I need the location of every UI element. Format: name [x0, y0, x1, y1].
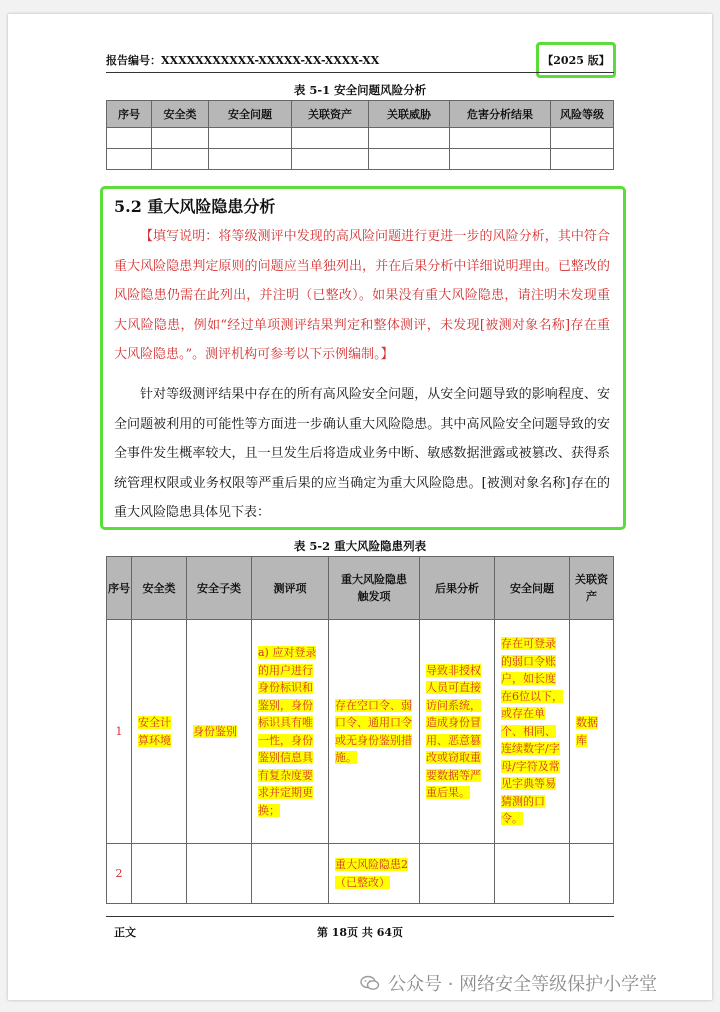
table-row — [107, 149, 614, 170]
category-cell: 安全计算环境 — [138, 716, 171, 747]
trigger-cell: 重大风险隐患2（已整改） — [335, 858, 408, 889]
col-header: 关联资产 — [292, 101, 369, 128]
col-header: 序号 — [107, 557, 132, 620]
table-header-row — [107, 101, 614, 128]
table2-caption: 表 5-2 重大风险隐患列表 — [293, 539, 427, 553]
consequence-cell: 导致非授权人员可直接访问系统，造成身份冒用、恶意篡改或窃取重要数据等严重后果。 — [426, 663, 481, 799]
watermark-text: 公众号 · 网络安全等级保护小学堂 — [388, 974, 658, 995]
risk-analysis-table — [106, 100, 614, 170]
col-header: 危害分析结果 — [450, 101, 551, 128]
section-body: 针对等级测评结果中存在的所有高风险安全问题，从安全问题导致的影响程度、安全问题被利用的可能性等方面进一步确认重大风险隐患。其中高风险安全问题导致的安全事件发生概率较大，且一旦发生后将造成业务中断、敏感数据泄露或被篡改、获得系统管理权限或业务权限等严重后果的应当确定为重大风险隐患。[被测对象名称]存在的重大风险隐患具体见下表： — [114, 387, 610, 520]
col-header: 安全问题 — [495, 557, 570, 620]
col-header: 安全类 — [132, 557, 187, 620]
col-header: 序号 — [107, 101, 152, 128]
table-row — [107, 844, 614, 904]
col-header: 后果分析 — [420, 557, 495, 620]
section-title: 5.2 重大风险隐患分析 — [114, 197, 276, 216]
col-header: 重大风险隐患触发项 — [329, 557, 420, 620]
problem-cell: 存在可登录的弱口令账户，如长度在6位以下，或存在单个、相同、连续数字/字母/字符及常见字典等易猜测的口令。 — [501, 637, 563, 826]
footer-label: 正文 — [114, 926, 136, 939]
instruction-note: 【填写说明：将等级测评中发现的高风险问题进行更进一步的风险分析，其中符合重大风险隐患判定原则的问题应当单独列出，并在后果分析中详细说明理由。已整改的风险隐患仍需在此列出，并注明（已整改）。如果没有重大风险隐患，请注明未发现重大风险隐患，例如“经过单项测评结果判定和整体测评，未发现[被测对象名称]存在重大风险隐患。”。测评机构可参考以下示例编制。】 — [114, 229, 610, 362]
subcategory-cell: 身份鉴别 — [193, 724, 237, 738]
page-number: 第 18页 共 64页 — [316, 926, 404, 939]
header-divider — [106, 72, 614, 73]
col-header: 关联威胁 — [369, 101, 450, 128]
col-header: 关联资产 — [570, 557, 614, 620]
col-header: 测评项 — [252, 557, 329, 620]
wechat-icon — [360, 975, 380, 991]
col-header: 风险等级 — [551, 101, 614, 128]
watermark — [360, 970, 657, 996]
row-number: 1 — [107, 620, 132, 844]
trigger-cell: 存在空口令、弱口令、通用口令或无身份鉴别措施。 — [335, 698, 412, 764]
table-row — [107, 128, 614, 149]
major-risk-table — [106, 556, 614, 904]
footer-divider — [106, 916, 614, 917]
table1-caption: 表 5-1 安全问题风险分析 — [293, 83, 427, 97]
row-number: 2 — [107, 844, 132, 904]
col-header: 安全子类 — [187, 557, 252, 620]
table-row — [107, 620, 614, 844]
table-header-row — [107, 557, 614, 620]
asset-cell: 数据库 — [576, 716, 598, 747]
col-header: 安全问题 — [209, 101, 292, 128]
test-item-cell: a) 应对登录的用户进行身份标识和鉴别，身份标识具有唯一性，身份鉴别信息具有复杂度要求并定期更换； — [258, 646, 317, 817]
col-header: 安全类 — [152, 101, 209, 128]
report-number: 报告编号：XXXXXXXXXXX-XXXXX-XX-XXXX-XX — [106, 54, 380, 67]
version-badge: 【2025 版】 — [536, 42, 616, 78]
